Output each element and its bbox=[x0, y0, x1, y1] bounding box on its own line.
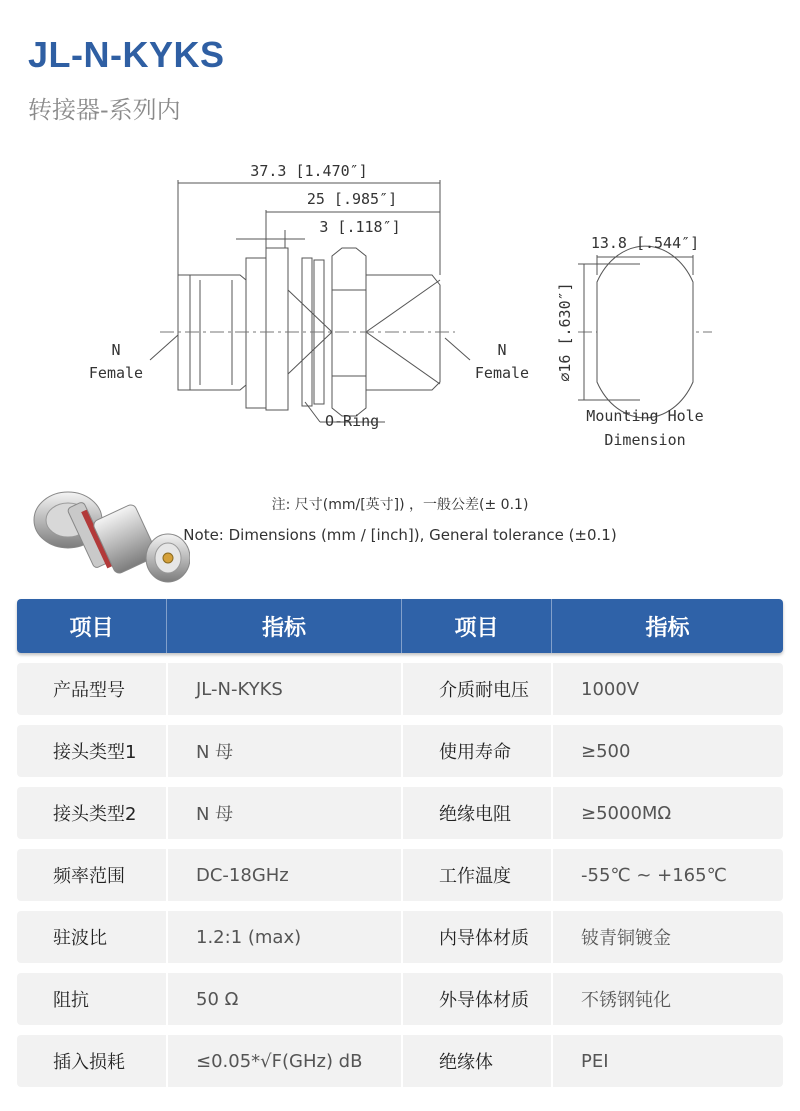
row-value: JL-N-KYKS bbox=[166, 663, 401, 715]
row-label: 介质耐电压 bbox=[401, 663, 551, 715]
row-value: 不锈钢钝化 bbox=[551, 973, 783, 1025]
hole-caption-2: Dimension bbox=[604, 431, 686, 449]
table-row bbox=[17, 725, 783, 777]
row-label: 接头类型1 bbox=[53, 742, 137, 763]
hole-caption-1: Mounting Hole bbox=[586, 407, 704, 425]
row-value: PEI bbox=[551, 1035, 783, 1087]
table-row bbox=[17, 663, 783, 715]
dim-body-label: 25 [.985″] bbox=[306, 190, 398, 208]
table-row bbox=[17, 973, 783, 1025]
right-port-gender: Female bbox=[474, 364, 530, 382]
technical-drawing bbox=[0, 140, 800, 470]
note-english: Note: Dimensions (mm / [inch]), General tolerance (±0.1) bbox=[183, 526, 617, 544]
row-label: 插入损耗 bbox=[53, 1052, 125, 1073]
row-label: 接头类型2 bbox=[53, 804, 137, 825]
page-title: JL-N-KYKS bbox=[28, 34, 225, 75]
row-value: -55℃ ~ +165℃ bbox=[551, 849, 783, 901]
hole-height-label: ⌀16 [.630″] bbox=[556, 282, 574, 382]
oring-label: O-Ring bbox=[325, 412, 380, 430]
header-item-2: 项目 bbox=[401, 599, 551, 653]
row-value: ≤0.05*√F(GHz) dB bbox=[166, 1035, 401, 1087]
right-port-type: N bbox=[497, 341, 507, 359]
hole-width-label: 13.8 [.544″] bbox=[590, 234, 700, 252]
dim-flange-label: 3 [.118″] bbox=[319, 218, 401, 236]
header-value-1: 指标 bbox=[166, 599, 401, 653]
row-value: ≥5000MΩ bbox=[551, 787, 783, 839]
table-row bbox=[17, 849, 783, 901]
row-value: 1.2:1 (max) bbox=[166, 911, 401, 963]
left-port-type: N bbox=[111, 341, 121, 359]
row-value: 铍青铜镀金 bbox=[551, 911, 783, 963]
row-label: 绝缘体 bbox=[401, 1035, 551, 1087]
row-value: 50 Ω bbox=[166, 973, 401, 1025]
row-label: 驻波比 bbox=[53, 928, 107, 949]
table-row bbox=[17, 1035, 783, 1087]
left-port-gender: Female bbox=[88, 364, 144, 382]
row-value: N 母 bbox=[166, 725, 401, 777]
dim-overall-label: 37.3 [1.470″] bbox=[250, 162, 368, 180]
table-header bbox=[17, 599, 783, 653]
note-chinese: 注: 尺寸(mm/[英寸]) ，一般公差(± 0.1) bbox=[271, 497, 529, 513]
row-label: 外导体材质 bbox=[401, 973, 551, 1025]
row-label: 频率范围 bbox=[53, 866, 125, 887]
row-label: 内导体材质 bbox=[401, 911, 551, 963]
row-label: 阻抗 bbox=[53, 990, 89, 1011]
row-value: DC-18GHz bbox=[166, 849, 401, 901]
row-label: 产品型号 bbox=[53, 680, 125, 701]
header-value-2: 指标 bbox=[551, 599, 783, 653]
row-value: 1000V bbox=[551, 663, 783, 715]
row-label: 使用寿命 bbox=[401, 725, 551, 777]
row-label: 绝缘电阻 bbox=[401, 787, 551, 839]
table-row bbox=[17, 787, 783, 839]
row-value: ≥500 bbox=[551, 725, 783, 777]
table-row bbox=[17, 911, 783, 963]
page-subtitle: 转接器-系列内 bbox=[28, 96, 181, 124]
row-value: N 母 bbox=[166, 787, 401, 839]
spec-table bbox=[17, 599, 783, 1087]
header-item-1: 项目 bbox=[69, 615, 114, 641]
row-label: 工作温度 bbox=[401, 849, 551, 901]
